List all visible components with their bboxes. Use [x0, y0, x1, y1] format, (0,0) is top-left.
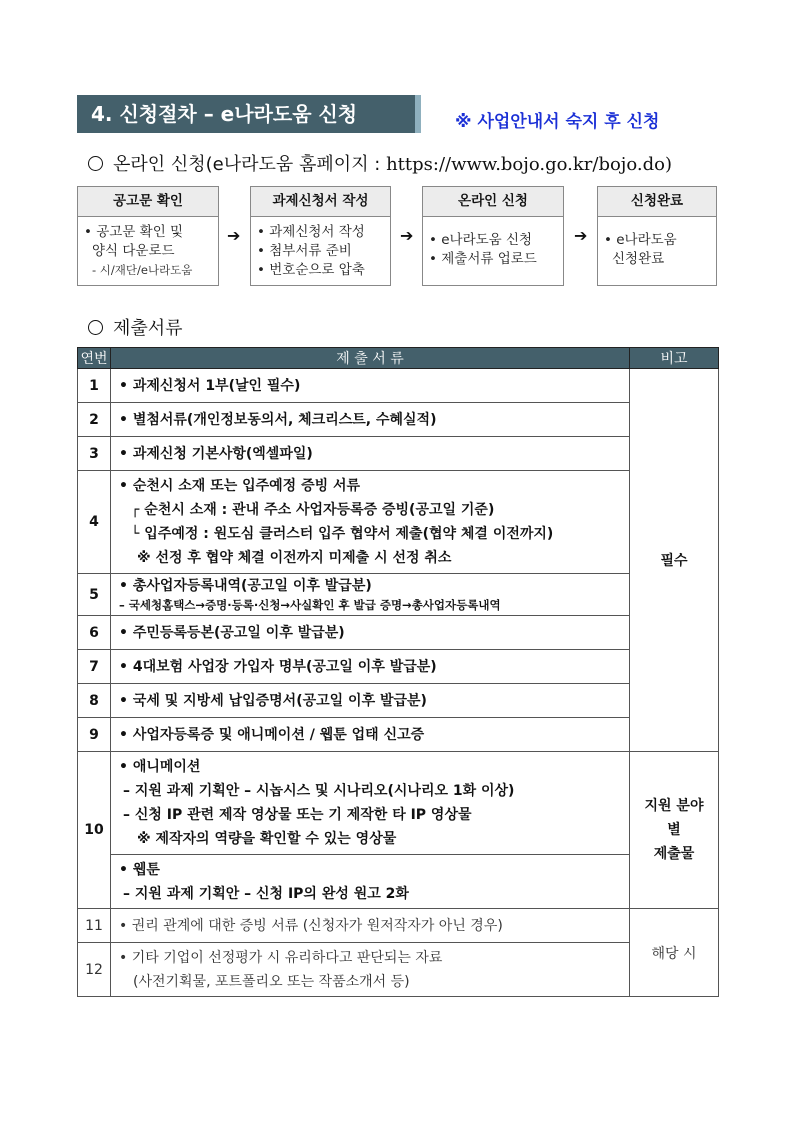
note-if-applicable: 해당 시: [630, 909, 719, 997]
col-header-doc: 제 출 서 류: [111, 348, 630, 369]
note-required: 필수: [630, 369, 719, 752]
note-line: 제출물: [653, 846, 695, 862]
step-body: [423, 217, 563, 273]
table-row: [78, 437, 719, 471]
notice-text: ※ 사업안내서 숙지 후 신청: [455, 112, 660, 132]
table-row: [78, 909, 719, 943]
note-line: 지원 분야별: [644, 798, 704, 838]
doc-line: ※ 선정 후 협약 체결 이전까지 미제출 시 선정 취소: [137, 550, 452, 566]
online-url[interactable]: https://www.bojo.go.kr/bojo.do): [386, 154, 673, 175]
doc-line: – 지원 과제 기획안 – 시놉시스 및 시나리오(시나리오 1화 이상): [123, 783, 515, 799]
circle-bullet-icon: [88, 320, 103, 335]
doc-line: • 애니메이션: [119, 759, 201, 775]
row-doc: [111, 752, 630, 855]
step-online-apply: [422, 186, 564, 286]
docs-title: [88, 314, 183, 340]
row-doc: [111, 471, 630, 574]
doc-line: • 순천시 소재 또는 입주예정 증빙 서류: [119, 478, 361, 494]
row-no: 7: [78, 650, 111, 684]
step-title: 온라인 신청: [423, 187, 563, 217]
doc-line: – 신청 IP 관련 제작 영상물 또는 기 제작한 타 IP 영상물: [123, 807, 472, 823]
docs-title-text: 제출서류: [113, 318, 183, 339]
row-doc: [111, 437, 630, 471]
online-title: [88, 150, 672, 176]
table-row: [78, 718, 719, 752]
row-no: 11: [78, 909, 111, 943]
doc-line: • 국세 및 지방세 납입증명서(공고일 이후 발급분): [119, 692, 427, 709]
table-row: [78, 369, 719, 403]
step-title: 신청완료: [598, 187, 716, 217]
table-row: [78, 650, 719, 684]
step-sub-item: - 시/재단/e나라도움: [92, 263, 193, 277]
step-title: 공고문 확인: [78, 187, 218, 217]
row-no: 9: [78, 718, 111, 752]
step-item: • e나라도움 신청: [429, 232, 533, 248]
table-row: [78, 574, 719, 616]
row-doc: [111, 616, 630, 650]
row-doc: [111, 943, 630, 997]
step-item: • 제출서류 업로드: [429, 251, 537, 267]
doc-line: • 과제신청 기본사항(엑셀파일): [119, 445, 313, 462]
row-doc: [111, 684, 630, 718]
doc-line: • 기타 기업이 선정평가 시 유리하다고 판단되는 자료: [119, 949, 443, 966]
step-item: 신청완료: [612, 251, 665, 267]
row-no: 3: [78, 437, 111, 471]
step-application-write: [250, 186, 391, 286]
table-header-row: [78, 348, 719, 369]
step-body: [598, 217, 716, 273]
circle-bullet-icon: [88, 156, 103, 171]
doc-line: • 4대보험 사업장 가입자 명부(공고일 이후 발급분): [119, 658, 437, 675]
doc-line: • 총사업자등록내역(공고일 이후 발급분): [119, 577, 372, 594]
table-row: [78, 684, 719, 718]
doc-line: • 별첨서류(개인정보동의서, 체크리스트, 수혜실적): [119, 411, 437, 428]
col-header-note: 비고: [630, 348, 719, 369]
doc-line: • 주민등록등본(공고일 이후 발급분): [119, 624, 345, 641]
step-item: • 첨부서류 준비: [257, 243, 352, 259]
row-doc: [111, 718, 630, 752]
doc-line: └ 입주예정 : 원도심 클러스터 입주 협약서 제출(협약 체결 이전까지): [131, 526, 554, 542]
arrow-right-icon: ➔: [400, 226, 414, 245]
step-item: 양식 다운로드: [92, 243, 175, 259]
row-doc: [111, 650, 630, 684]
row-no: 2: [78, 403, 111, 437]
step-notice-check: [77, 186, 219, 286]
table-row: [78, 943, 719, 997]
online-title-text: 온라인 신청(e나라도움 홈페이지 :: [113, 154, 387, 175]
doc-line: – 지원 과제 기획안 – 신청 IP의 완성 원고 2화: [123, 885, 409, 902]
step-item: • 과제신청서 작성: [257, 224, 365, 240]
row-no: 6: [78, 616, 111, 650]
arrow-right-icon: ➔: [574, 226, 588, 245]
step-item: • 공고문 확인 및: [84, 224, 184, 240]
table-row: [78, 752, 719, 855]
table-row: [78, 855, 719, 909]
row-no: 4: [78, 471, 111, 574]
row-no: 1: [78, 369, 111, 403]
row-no: 5: [78, 574, 111, 616]
row-doc: [111, 403, 630, 437]
row-doc: [111, 855, 630, 909]
row-no: 10: [78, 752, 111, 909]
table-row: [78, 471, 719, 574]
doc-line: ※ 제작자의 역량을 확인할 수 있는 영상물: [137, 831, 397, 847]
section-header-title: 4. 신청절차 – e나라도움 신청: [91, 102, 358, 126]
step-body: [78, 217, 218, 284]
row-doc: [111, 909, 630, 943]
doc-line: (사전기획물, 포트폴리오 또는 작품소개서 등): [133, 973, 410, 990]
row-doc: [111, 574, 630, 616]
step-complete: [597, 186, 717, 286]
doc-line: • 사업자등록증 및 애니메이션 / 웹툰 업태 신고증: [119, 726, 425, 743]
row-doc: [111, 369, 630, 403]
doc-line: – 국세청홈택스→증명·등록·신청→사실확인 후 발급 증명→총사업자등록내역: [119, 597, 501, 612]
arrow-right-icon: ➔: [227, 226, 241, 245]
doc-line: • 웹툰: [119, 861, 160, 878]
doc-line: • 권리 관계에 대한 증빙 서류 (신청자가 원저작자가 아닌 경우): [119, 917, 503, 934]
doc-line: • 과제신청서 1부(날인 필수): [119, 377, 301, 394]
step-title: 과제신청서 작성: [251, 187, 390, 217]
note-by-field: [630, 752, 719, 909]
step-item: • 번호순으로 압축: [257, 262, 365, 278]
table-row: [78, 403, 719, 437]
table-row: [78, 616, 719, 650]
step-item: • e나라도움: [604, 232, 677, 248]
row-no: 12: [78, 943, 111, 997]
step-body: [251, 217, 390, 284]
section-header: [77, 95, 421, 133]
row-no: 8: [78, 684, 111, 718]
doc-line: ┌ 순천시 소재 : 관내 주소 사업자등록증 증빙(공고일 기준): [131, 502, 495, 518]
col-header-no: 연번: [78, 348, 111, 369]
documents-table: [77, 347, 719, 997]
